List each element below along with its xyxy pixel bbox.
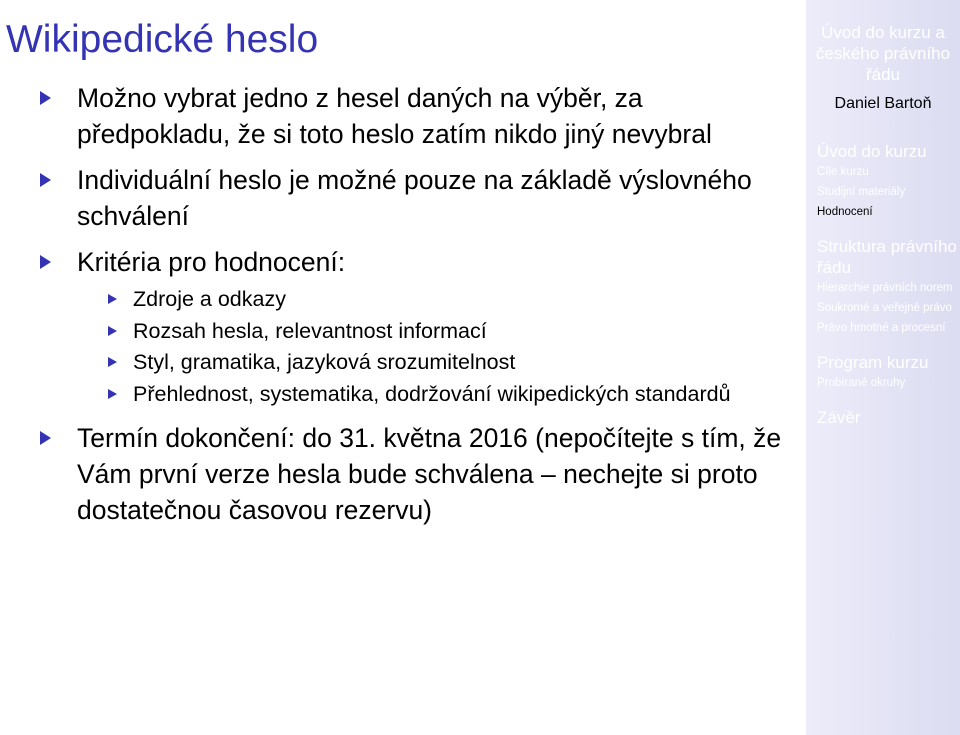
bullet-text: Termín dokončení: do 31. května 2016 (nepočítejte s tím, že Vám první verze hesla bude schválena – nechejte si proto dostatečnou časovou rezervu) — [77, 423, 782, 525]
bullet-item — [0, 80, 790, 152]
navigation-sidebar — [806, 0, 960, 735]
presentation-title-link[interactable]: Úvod do kurzu a českého právního řádu — [815, 23, 951, 84]
sub-bullet-triangle-icon — [108, 294, 117, 304]
sub-bullet-text: Zdroje a odkazy — [133, 287, 286, 311]
bullet-text: Možno vybrat jedno z hesel daných na výběr, za předpokladu, že si toto heslo zatím nikdo jiný nevybral — [77, 83, 712, 149]
nav-item-probirane-okruhy[interactable]: Probírané okruhy — [817, 377, 906, 389]
nav-section-struktura[interactable]: Struktura právního řádu — [817, 237, 957, 277]
sub-bullet-item — [75, 284, 790, 316]
bullet-item — [0, 162, 790, 234]
sub-bullet-text: Rozsah hesla, relevantnost informací — [133, 318, 487, 343]
nav-item-soukrome-verejne[interactable]: Soukromé a veřejné právo — [817, 302, 952, 314]
sub-bullet-item — [75, 379, 790, 411]
nav-item-studijni-materialy[interactable]: Studijní materiály — [817, 186, 906, 198]
nav-item-hierarchie[interactable]: Hierarchie právních norem — [817, 282, 953, 294]
bullet-list — [0, 80, 790, 538]
bullet-triangle-icon — [40, 255, 51, 269]
sub-bullet-item — [75, 316, 790, 348]
bullet-triangle-icon — [40, 91, 51, 105]
nav-item-hmotne-procesni[interactable]: Právo hmotné a procesní — [817, 322, 946, 334]
section-navigation — [817, 141, 957, 428]
sub-bullet-triangle-icon — [108, 357, 117, 367]
bullet-triangle-icon — [40, 173, 51, 187]
sub-bullet-text: Přehlednost, systematika, dodržování wikipedických standardů — [133, 381, 731, 406]
bullet-item — [0, 244, 790, 410]
sub-bullet-text: Styl, gramatika, jazyková srozumitelnost — [133, 350, 516, 374]
slide-title: Wikipedické heslo — [6, 18, 319, 61]
bullet-text: Individuální heslo je možné pouze na základě výslovného schválení — [77, 165, 752, 231]
nav-item-cile-kurzu[interactable]: Cíle kurzu — [817, 166, 869, 178]
nav-section-zaver[interactable]: Závěr — [817, 408, 861, 427]
bullet-text: Kritéria pro hodnocení: — [77, 247, 346, 277]
nav-section-program[interactable]: Program kurzu — [817, 353, 929, 372]
bullet-item — [0, 420, 790, 528]
nav-item-hodnoceni[interactable]: Hodnocení — [817, 206, 873, 218]
nav-section-uvod[interactable]: Úvod do kurzu — [817, 142, 927, 161]
sub-bullet-triangle-icon — [108, 326, 117, 336]
author-name: Daniel Bartoň — [834, 95, 932, 112]
sub-bullet-triangle-icon — [108, 389, 117, 399]
sub-bullet-item — [75, 347, 790, 379]
sub-bullet-list — [77, 284, 790, 410]
bullet-triangle-icon — [40, 431, 51, 445]
